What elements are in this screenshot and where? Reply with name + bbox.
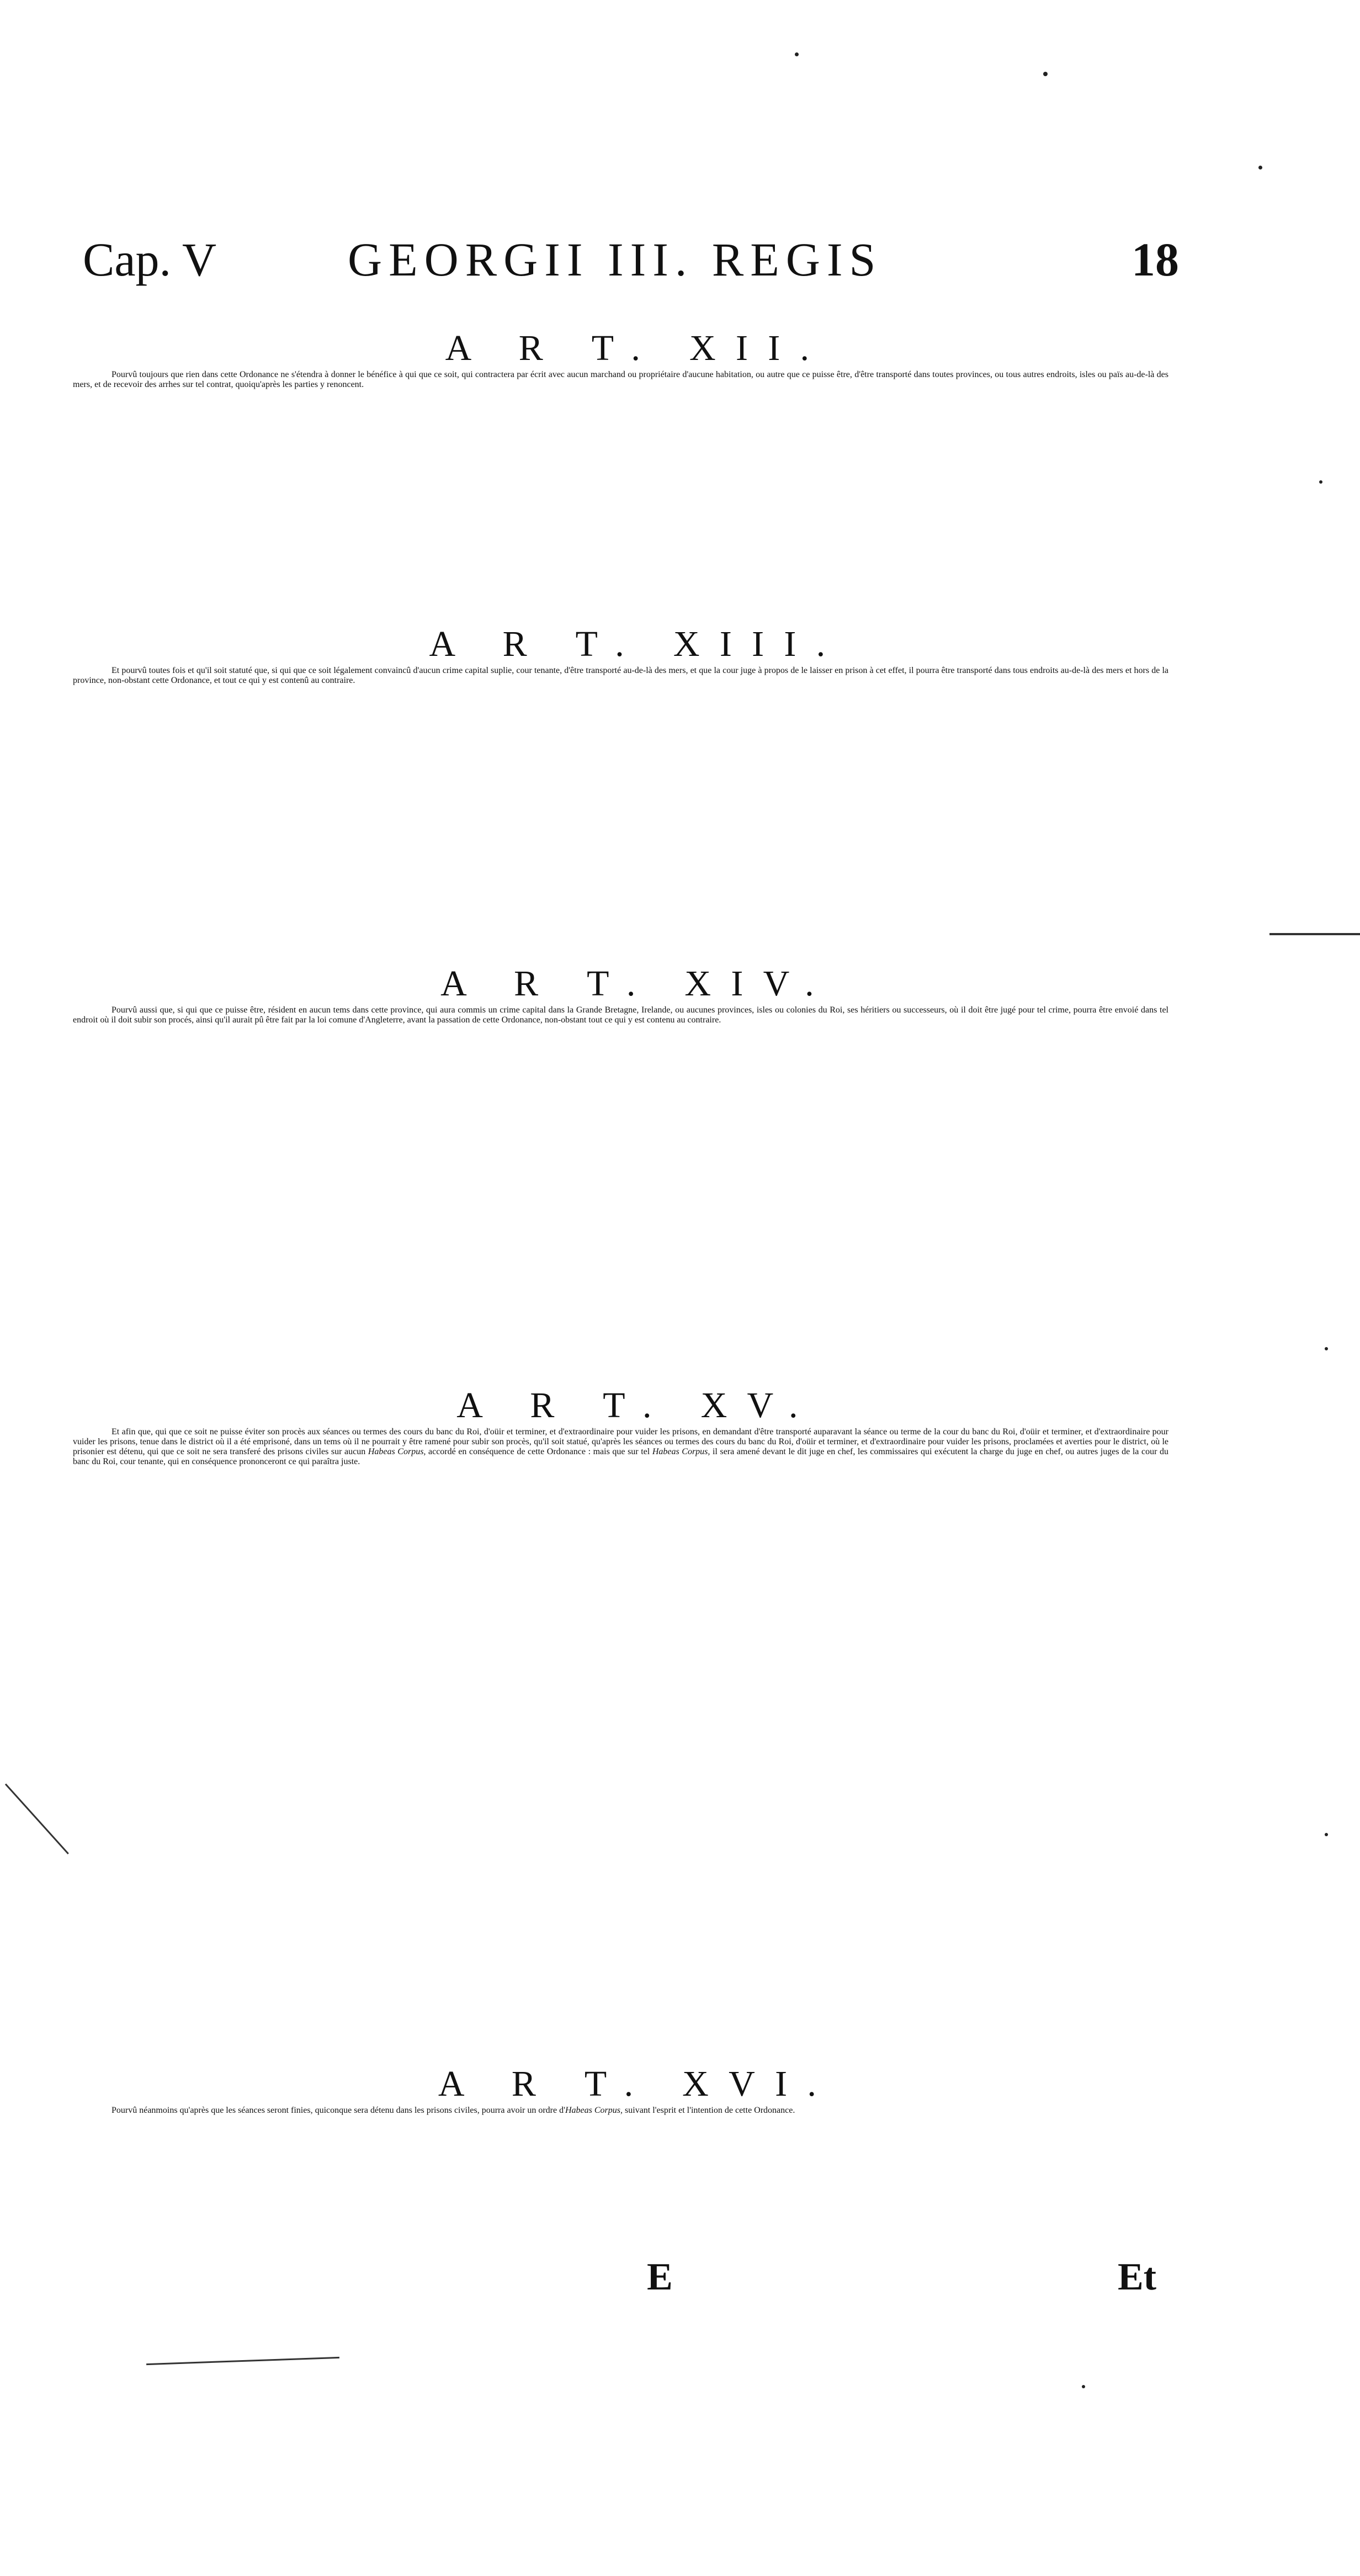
article-title: A R T. XIII.	[429, 624, 846, 664]
article-title: A R T. XII.	[445, 328, 830, 368]
article-16	[73, 2063, 1168, 2116]
article-13	[73, 623, 1168, 686]
article-body: Et pourvû toutes fois et qu'il soit statuté que, si qui que ce soit légalement convaincû d'aucun crime capital suplie, cour tenante, d'être transporté au-de-là des mers, et que la cour juge à propos de le laisser en prison à cet effet, il pourra être transporté dans tous endroits au-de-là des mers et hors de la province, non-obstant cette Ordonance, et tout ce qui y est contenû au contraire.	[73, 665, 1168, 685]
body-text: accordé en conséquence de cette Ordonance : mais que sur tel	[426, 1446, 652, 1456]
italic-term: Habeas Corpus,	[368, 1446, 426, 1456]
article-14	[73, 963, 1168, 1025]
bottom-scratch	[146, 2357, 339, 2365]
scan-speck	[1043, 72, 1048, 76]
scan-speck	[1325, 1833, 1328, 1836]
body-text: Et afin que, qui que ce soit ne puisse éviter son procès aux séances ou termes des cours du banc du Roi, d'oüir et terminer, et d'extraordinaire pour vuider les prisons, en demandant d'être transporté auparavant la séance ou terme de la cour du banc du Roi, d'oüir et terminer, et d'extraordinaire pour vuider les prisons, tenue dans le district où il a été emprisoné, dans un tems où il ne pourrait y être ramené pour subir son procès, qu'il soit statué, qu'après les séances ou termes des cours du banc du Roi, d'oüir et terminer, et d'extraordinaire pour vuider les prisons, proclamées et averties pour le district, où le prisonier est détenu, qui que ce soit ne sera transferé des prisons civiles sur aucun	[73, 1427, 1168, 1456]
scan-speck	[1325, 1347, 1328, 1350]
article-body	[73, 2106, 1168, 2116]
article-title: A R T. XV.	[456, 1385, 818, 1425]
margin-scratch	[5, 1783, 69, 1854]
body-text: suivant l'esprit et l'intention de cette Ordonance.	[623, 2105, 795, 2115]
page-number: 18	[1131, 233, 1179, 286]
article-15	[73, 1385, 1168, 1467]
italic-term: Habeas Corpus,	[565, 2105, 623, 2115]
scan-speck	[795, 52, 799, 56]
article-12	[73, 327, 1168, 390]
article-body: Pourvû toujours que rien dans cette Ordonance ne s'étendra à donner le bénéfice à qui que ce soit, qui contractera par écrit avec aucun marchand ou propriétaire d'aucune habitation, ou autre que ce puisse être, d'être transporté dans toutes provinces, ou tous autres endroits, isles ou païs au-de-là des mers, et de recevoir des arrhes sur tel contrat, quoiqu'après les parties y renoncent.	[73, 369, 1168, 389]
article-title: A R T. XIV.	[440, 963, 834, 1004]
article-title: A R T. XVI.	[438, 2064, 837, 2104]
article-body	[73, 1427, 1168, 1467]
chapter-label: Cap. V	[83, 233, 217, 286]
article-body: Pourvû aussi que, si qui que ce puisse être, résident en aucun tems dans cette province, qui aura commis un crime capital dans la Grande Bretagne, Irelande, ou aucunes provinces, isles ou colonies du Roi, ses héritiers ou successeurs, où il doit être jugé pour tel crime, pourra être envoié dans tel endroit où il doit subir son procés, ainsi qu'il aurait pû être fait par la loi comune d'Angleterre, avant la passation de cette Ordonance, non-obstant tout ce qui y est contenu au contraire.	[73, 1005, 1168, 1025]
scan-speck	[1258, 166, 1262, 169]
signature-mark: E	[647, 2256, 673, 2298]
scan-speck	[1319, 480, 1322, 484]
italic-term: Habeas Corpus,	[652, 1446, 710, 1456]
body-text: il sera amené devant le dit juge en chef, les commissaires qui exécutent la charge du juge en chef, ou autres juges de la cour du banc du Roi, cour tenante, qui en conséquence prononceront ce qui paraîtra juste.	[73, 1446, 1168, 1466]
running-header	[83, 232, 1187, 293]
running-title: GEORGII III. REGIS	[348, 233, 883, 286]
catchword: Et	[1118, 2256, 1156, 2298]
body-text: Pourvû néanmoins qu'après que les séances seront finies, quiconque sera détenu dans les prisons civiles, pourra avoir un ordre d'	[111, 2105, 565, 2115]
margin-rule	[1269, 933, 1360, 935]
scan-speck	[1082, 2385, 1085, 2388]
